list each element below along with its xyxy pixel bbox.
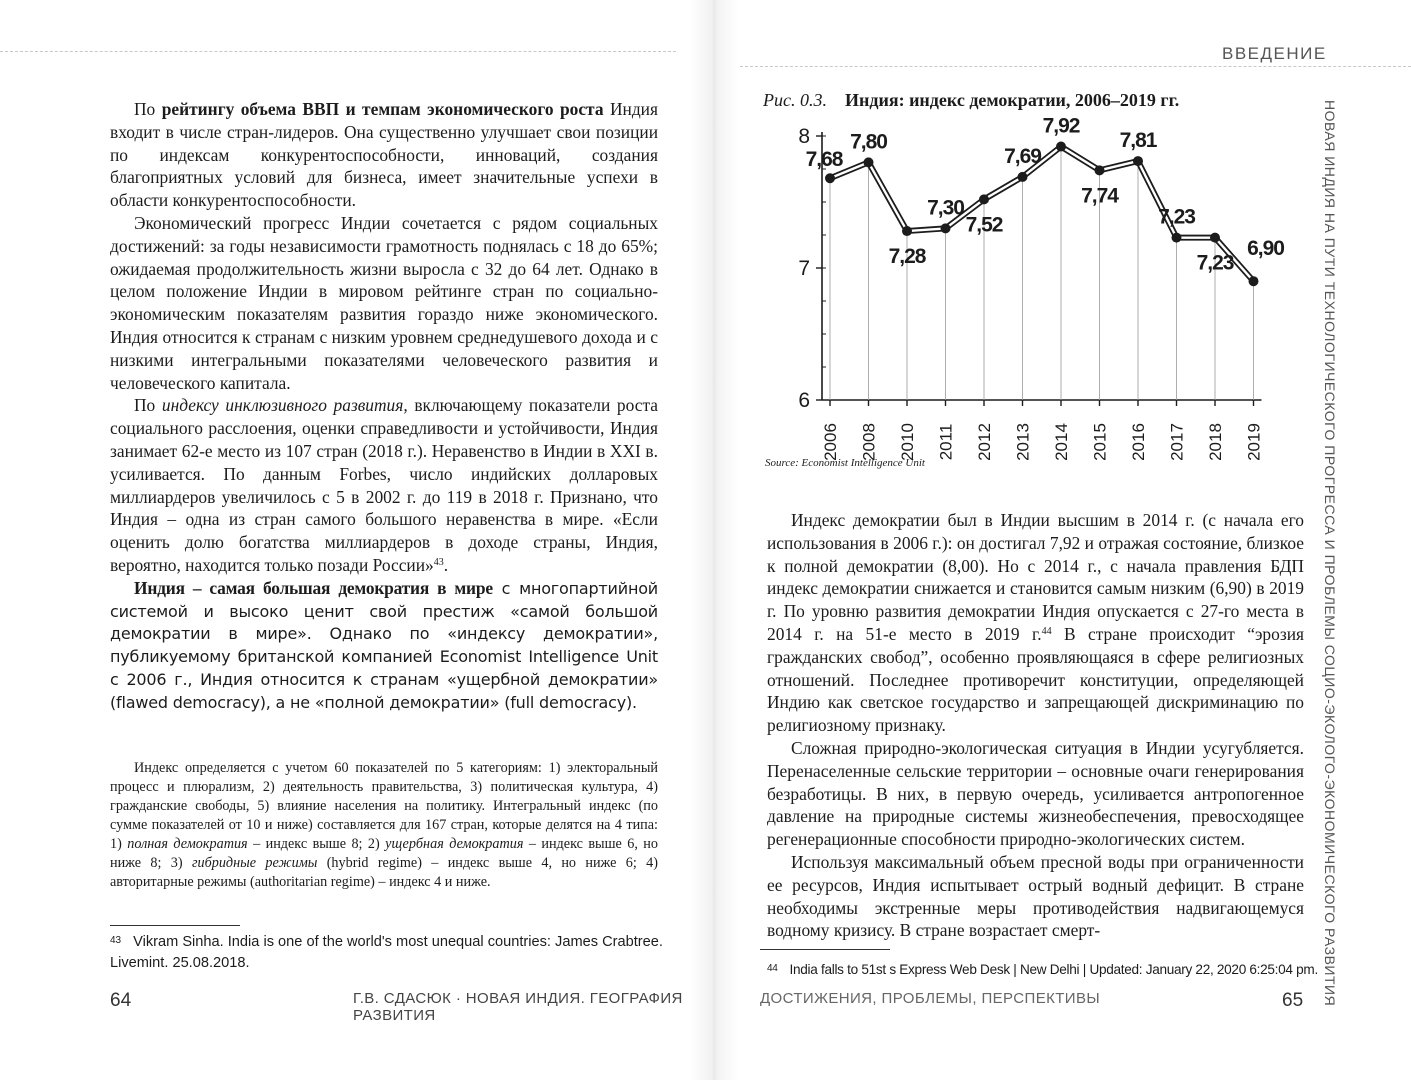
data-point [864, 157, 874, 167]
data-label: 7,23 [1196, 251, 1234, 275]
bold-lead: Индия – самая большая демократия в мире [134, 577, 493, 598]
footnote-rule [110, 925, 240, 926]
data-label: 7,69 [1004, 144, 1041, 168]
footnote-text: India falls to 51st s Express Web Desk | New Delhi | Updated: January 22, 2020 6:25:04 pm. [789, 962, 1318, 977]
top-rule [0, 51, 676, 52]
text-run: – индекс выше 8; 2) [247, 836, 386, 852]
right-page [730, 0, 1411, 1080]
left-page [0, 0, 700, 1080]
x-tick-label: 2018 [1206, 423, 1225, 461]
footer-title-right: ДОСТИЖЕНИЯ, ПРОБЛЕМЫ, ПЕРСПЕКТИВЫ [760, 990, 1101, 1007]
page-number-right: 65 [1282, 990, 1304, 1011]
data-point [941, 223, 951, 233]
figure-caption [763, 90, 1179, 111]
x-tick-label: 2013 [1013, 423, 1033, 461]
figure-title: Индия: индекс демократии, 2006–2019 гг. [844, 90, 1180, 110]
x-tick-label: 2012 [975, 423, 994, 461]
footnote-43 [110, 930, 665, 974]
x-tick-label: 2008 [859, 423, 879, 461]
y-tick-label: 8 [798, 125, 810, 148]
figure-label: Рис. 0.3. [763, 90, 827, 110]
text-run: Индия входит в числе стран-лидеров. Она существенно улучшает свои позиции по индексам конкурентоспособности, инноваций, создания благоприятных условий для бизнеса, имеет значительные успехи в области конкурентоспособности. [110, 99, 658, 211]
running-title: ВВЕДЕНИЕ [1222, 44, 1327, 63]
y-tick-label: 7 [798, 257, 810, 280]
x-tick-label: 2006 [821, 423, 840, 461]
data-label: 6,90 [1247, 237, 1284, 261]
text-run: Индекс демократии был в Индии высшим в 2014 г. (с начала его использования в 2006 г.): он достигал 7,92 и отражая состояние, близкое к полной демократии (8,00). Но с 2014 г., с начала правления БДП индекс демократии снижается и становится самым низким (6,90) в 2019 г. По уровню развития демократии Индия опускается с 27-го места в 2014 г. на 51-е место в 2019 г. [767, 510, 1304, 644]
data-point [1133, 156, 1143, 166]
text-run: . [443, 554, 449, 575]
footer-title-left: Г.В. СДАСЮК · НОВАЯ ИНДИЯ. ГЕОГРАФИЯ РАЗВИТИЯ [353, 990, 683, 1024]
page-number-left: 64 [110, 990, 132, 1011]
data-point [1172, 233, 1182, 243]
footnote-ref: 44 [1041, 625, 1052, 637]
text-run: с многопартийной системой и высоко ценит свой престиж «самой большой демократии в мире». Однако по «индексу демократии», публикуемому британской компанией Economist Intelligence Unit с 2006 г., Индия относится к странам «ущербной демократии» (flawed democracy), а не «полной демократии» (full democracy). [110, 578, 658, 712]
data-point [1018, 172, 1028, 182]
paragraph-water: Используя максимальный объем пресной воды при ограниченности ее ресурсов, Индия испытывает острый водный дефицит. В стране необходимы экстренные меры противодействия надвигающемуся водному кризису. В стране возрастает смерт- [767, 851, 1304, 941]
footnote-ref: 43 [433, 556, 444, 568]
data-point [979, 194, 989, 204]
data-label: 7,28 [888, 245, 926, 269]
data-point [902, 226, 912, 236]
italic-term: полная демократия [127, 836, 248, 852]
footnote-rule [760, 949, 890, 950]
bold-lead: рейтингу объема ВВП и темпам экономического роста [161, 99, 604, 119]
data-label: 7,81 [1119, 129, 1157, 153]
text-run: По [134, 99, 162, 119]
side-running-title: НОВАЯ ИНДИЯ НА ПУТИ ТЕХНОЛОГИЧЕСКОГО ПРОГРЕССА И ПРОБЛЕМЫ СОЦИО-ЭКОЛОГО-ЭКОНОМИЧЕСКОГО РАЗВИТИЯ [1322, 100, 1338, 1007]
data-label: 7,30 [927, 196, 964, 220]
footnote-text: Vikram Sinha. India is one of the world's most unequal countries: James Crabtree. Livemint. 25.08.2018. [110, 934, 663, 971]
data-point [1210, 233, 1220, 243]
data-point [1249, 276, 1259, 286]
text-run: включающему показатели роста социального расслоения, оценки справедливости и устойчивости, Индия занимает 62-е место из 107 стран (2018 г.). Неравенство в Индии в XXI в. усиливается. По данным Forbes, число индийских долларовых миллиардеров увеличилось с 5 в 2002 г. до 119 в 2018 г. Признано, что Индия – одна из стран самого большого неравенства в мире. «Если оценить долю богатства миллиардеров в доходе страны, Индия, вероятно, находится только позади России» [110, 395, 658, 575]
note-paragraph [110, 759, 658, 892]
italic-lead: индексу инклюзивного развития, [161, 395, 408, 416]
text-run: По [134, 395, 162, 416]
text-run: Индекс определяется с учетом 60 показателей по 5 категориям: 1) электоральный процесс и плюрализм, 2) деятельность правительства, 3) политическая культура, 4) гражданские свободы, 5) влияние населения на политику. Интегральный индекс (по сумме показателей от 10 и ниже) составляется для 167 стран, которые делятся на 4 типа: 1) [110, 760, 658, 852]
italic-term: гибридные режимы [191, 855, 318, 871]
top-rule [740, 66, 1411, 67]
x-tick-label: 2019 [1244, 423, 1264, 461]
data-label: 7,74 [1081, 184, 1118, 208]
paragraph-index-peak [767, 509, 1304, 737]
data-label: 7,52 [965, 213, 1003, 237]
paragraph-inclusive-index [110, 394, 658, 576]
y-tick-label: 6 [798, 389, 810, 412]
x-tick-label: 2017 [1167, 423, 1187, 461]
x-tick-label: 2010 [898, 423, 917, 461]
data-label: 7,23 [1158, 205, 1195, 229]
footnote-44 [767, 960, 1357, 979]
footnote-number: 44 [767, 963, 778, 974]
chart-source: Source: Economist Intelligence Unit [765, 457, 925, 469]
data-label: 7,92 [1042, 114, 1080, 138]
text-run: – индекс выше 6, но ниже 8; 3) [110, 836, 658, 871]
paragraph-social-progress: Экономический прогресс Индии сочетается с рядом социальных достижений: за годы независимости грамотность поднялась с 18 до 65%; ожидаемая продолжительность жизни выросла с 32 до 64 лет. Однако в целом положение Индии в мировом рейтинге стран по социально-экономическим показателям развития гораздо ниже экономического. Индия относится к странам с низким уровнем среднедушевого дохода и с низкими интегральными показателями человеческого развития и человеческого капитала. [110, 212, 658, 393]
x-tick-label: 2011 [936, 423, 956, 461]
footnote-number: 43 [110, 935, 122, 946]
data-point [825, 173, 835, 183]
text-run: (hybrid regime) – индекс выше 4, но ниже 6; 4) авторитарные режимы (authoritarian regime) – индекс 4 и ниже. [110, 855, 658, 890]
left-body-text [110, 98, 658, 715]
data-label: 7,80 [850, 130, 887, 154]
democracy-index-chart [760, 112, 1320, 482]
x-tick-label: 2016 [1129, 423, 1148, 461]
data-point [1095, 165, 1105, 175]
italic-term: ущербная демократия [385, 836, 524, 852]
paragraph-ecology: Сложная природно-экологическая ситуация в Индии усугубляется. Перенаселенные сельские территории – основные очаги генерирования безработицы. В них, в первую очередь, усиливается антропогенное давление на природные системы жизнеобеспечения, превосходящее регенерационные способности природно-экологических систем. [767, 737, 1304, 850]
paragraph-largest-democracy [110, 577, 658, 715]
paragraph-gdp-rating [110, 98, 658, 212]
index-note [110, 759, 658, 892]
data-point [1056, 142, 1066, 152]
data-label: 7,68 [805, 148, 843, 172]
x-tick-label: 2014 [1052, 423, 1071, 461]
text-run: В стране происходит “эрозия гражданских свобод”, особенно проявляющаяся в сфере религиозных отношений. Последнее противоречит конституции, определяющей Индию как светское государство и запрещающей дискриминацию по религиозному признаку. [767, 623, 1304, 736]
x-tick-label: 2015 [1090, 423, 1110, 461]
right-body-text [767, 509, 1304, 942]
